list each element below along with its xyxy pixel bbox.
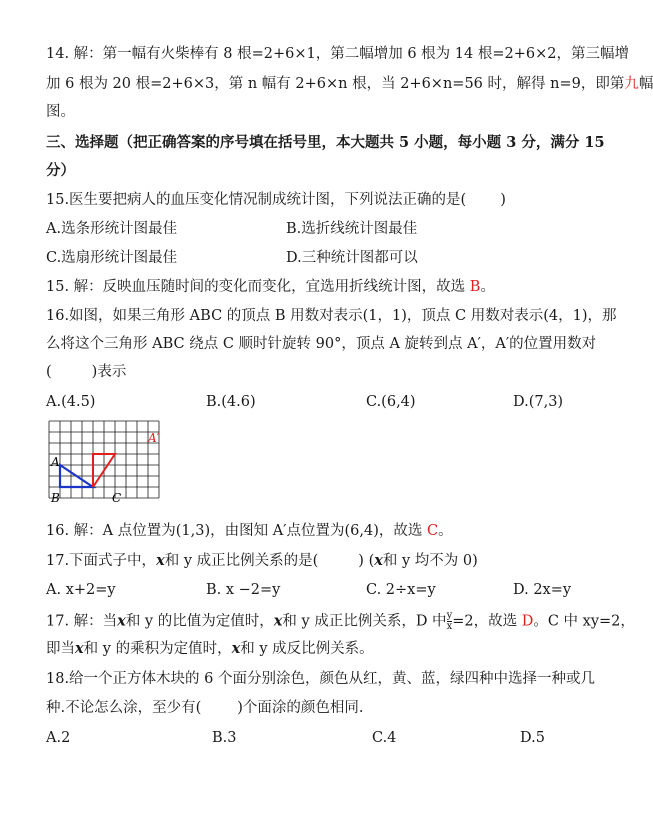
q14-answer-line3: 图。 xyxy=(46,104,75,120)
q17-option-c: C. 2÷x=y xyxy=(366,582,436,598)
q18-option-a: A.2 xyxy=(46,730,71,746)
q16-option-d: D.(7,3) xyxy=(513,394,564,410)
q17-answer-line1: 17. 解：当x和 y 的比值为定值时，x和 y 成正比例关系，D 中 $\frac{y}{x}$ =2，故选 D。C 中 xy=2， xyxy=(46,610,635,632)
q14-answer-line1: 14. 解：第一幅有火柴棒有 8 根=2+6×1，第二幅增加 6 根为 14 根=2+6×2，第三幅增 xyxy=(46,46,629,62)
section3-heading-line1: 三、选择题（把正确答案的序号填在括号里，本大题共 5 小题，每小题 3 分，满分 15 xyxy=(46,134,605,151)
section3-heading-line2: 分） xyxy=(46,162,75,179)
q15-option-d: D.三种统计图都可以 xyxy=(286,250,418,266)
q15-answer: 15. 解：反映血压随时间的变化而变化，宜选用折线统计图，故选 B。 xyxy=(46,279,495,295)
q15-option-a: A.选条形统计图最佳 xyxy=(46,221,178,237)
q14-answer-highlight: 九 xyxy=(624,76,639,92)
q17-answer-choice: D xyxy=(521,613,534,630)
q17-stem: 17.下面式子中，x和 y 成正比例关系的是( ) (x和 y 均不为 0) xyxy=(46,552,478,569)
q17-answer-line2: 即当x和 y 的乘积为定值时，x和 y 成反比例关系。 xyxy=(46,640,374,657)
q18-option-d: D.5 xyxy=(520,730,545,746)
q16-stem-line3: ( )表示 xyxy=(46,364,127,380)
q16-option-a: A.(4.5) xyxy=(46,394,96,410)
q16-answer-choice: C xyxy=(426,523,439,539)
q16-stem-line2: 么将这个三角形 ABC 绕点 C 顺时针旋转 90°，顶点 A 旋转到点 A′，A′的位置用数对 xyxy=(46,336,597,352)
q15-option-c: C.选扇形统计图最佳 xyxy=(46,250,178,266)
q15-option-b: B.选折线统计图最佳 xyxy=(286,221,418,237)
q14-answer-line2: 加 6 根为 20 根=2+6×3，第 n 幅有 2+6×n 根，当 2+6×n=56 时，解得 n=9，即第九幅 xyxy=(46,76,653,92)
q16-option-b: B.(4.6) xyxy=(206,394,256,410)
q15-answer-choice: B xyxy=(469,279,481,295)
q17-option-d: D. 2x=y xyxy=(513,582,572,598)
q15-stem: 15.医生要把病人的血压变化情况制成统计图，下列说法正确的是( ) xyxy=(46,192,506,208)
q18-stem-line2: 种.不论怎么涂，至少有( )个面涂的颜色相同. xyxy=(46,700,364,716)
q18-option-c: C.4 xyxy=(372,730,397,746)
label-a-prime: A′ xyxy=(148,431,160,445)
label-b: B xyxy=(51,491,60,505)
q18-stem-line1: 18.给一个正方体木块的 6 个面分别涂色，颜色从红，黄、蓝，绿四种中选择一种或几 xyxy=(46,671,596,687)
q17-option-a: A. x+2=y xyxy=(46,582,116,598)
fraction-y-over-x: $\frac{y}{x}$ xyxy=(446,610,453,632)
rotation-grid-figure xyxy=(46,418,172,512)
q16-option-c: C.(6,4) xyxy=(366,394,416,410)
q17-option-b: B. x −2=y xyxy=(206,582,281,598)
q16-stem-line1: 16.如图，如果三角形 ABC 的顶点 B 用数对表示(1，1)，顶点 C 用数对表示(4，1)，那 xyxy=(46,308,617,324)
q16-answer: 16. 解：A 点位置为(1,3)，由图知 A′点位置为(6,4)，故选 C。 xyxy=(46,523,453,539)
q18-option-b: B.3 xyxy=(212,730,237,746)
label-a: A xyxy=(51,455,60,469)
label-c: C xyxy=(112,491,122,505)
